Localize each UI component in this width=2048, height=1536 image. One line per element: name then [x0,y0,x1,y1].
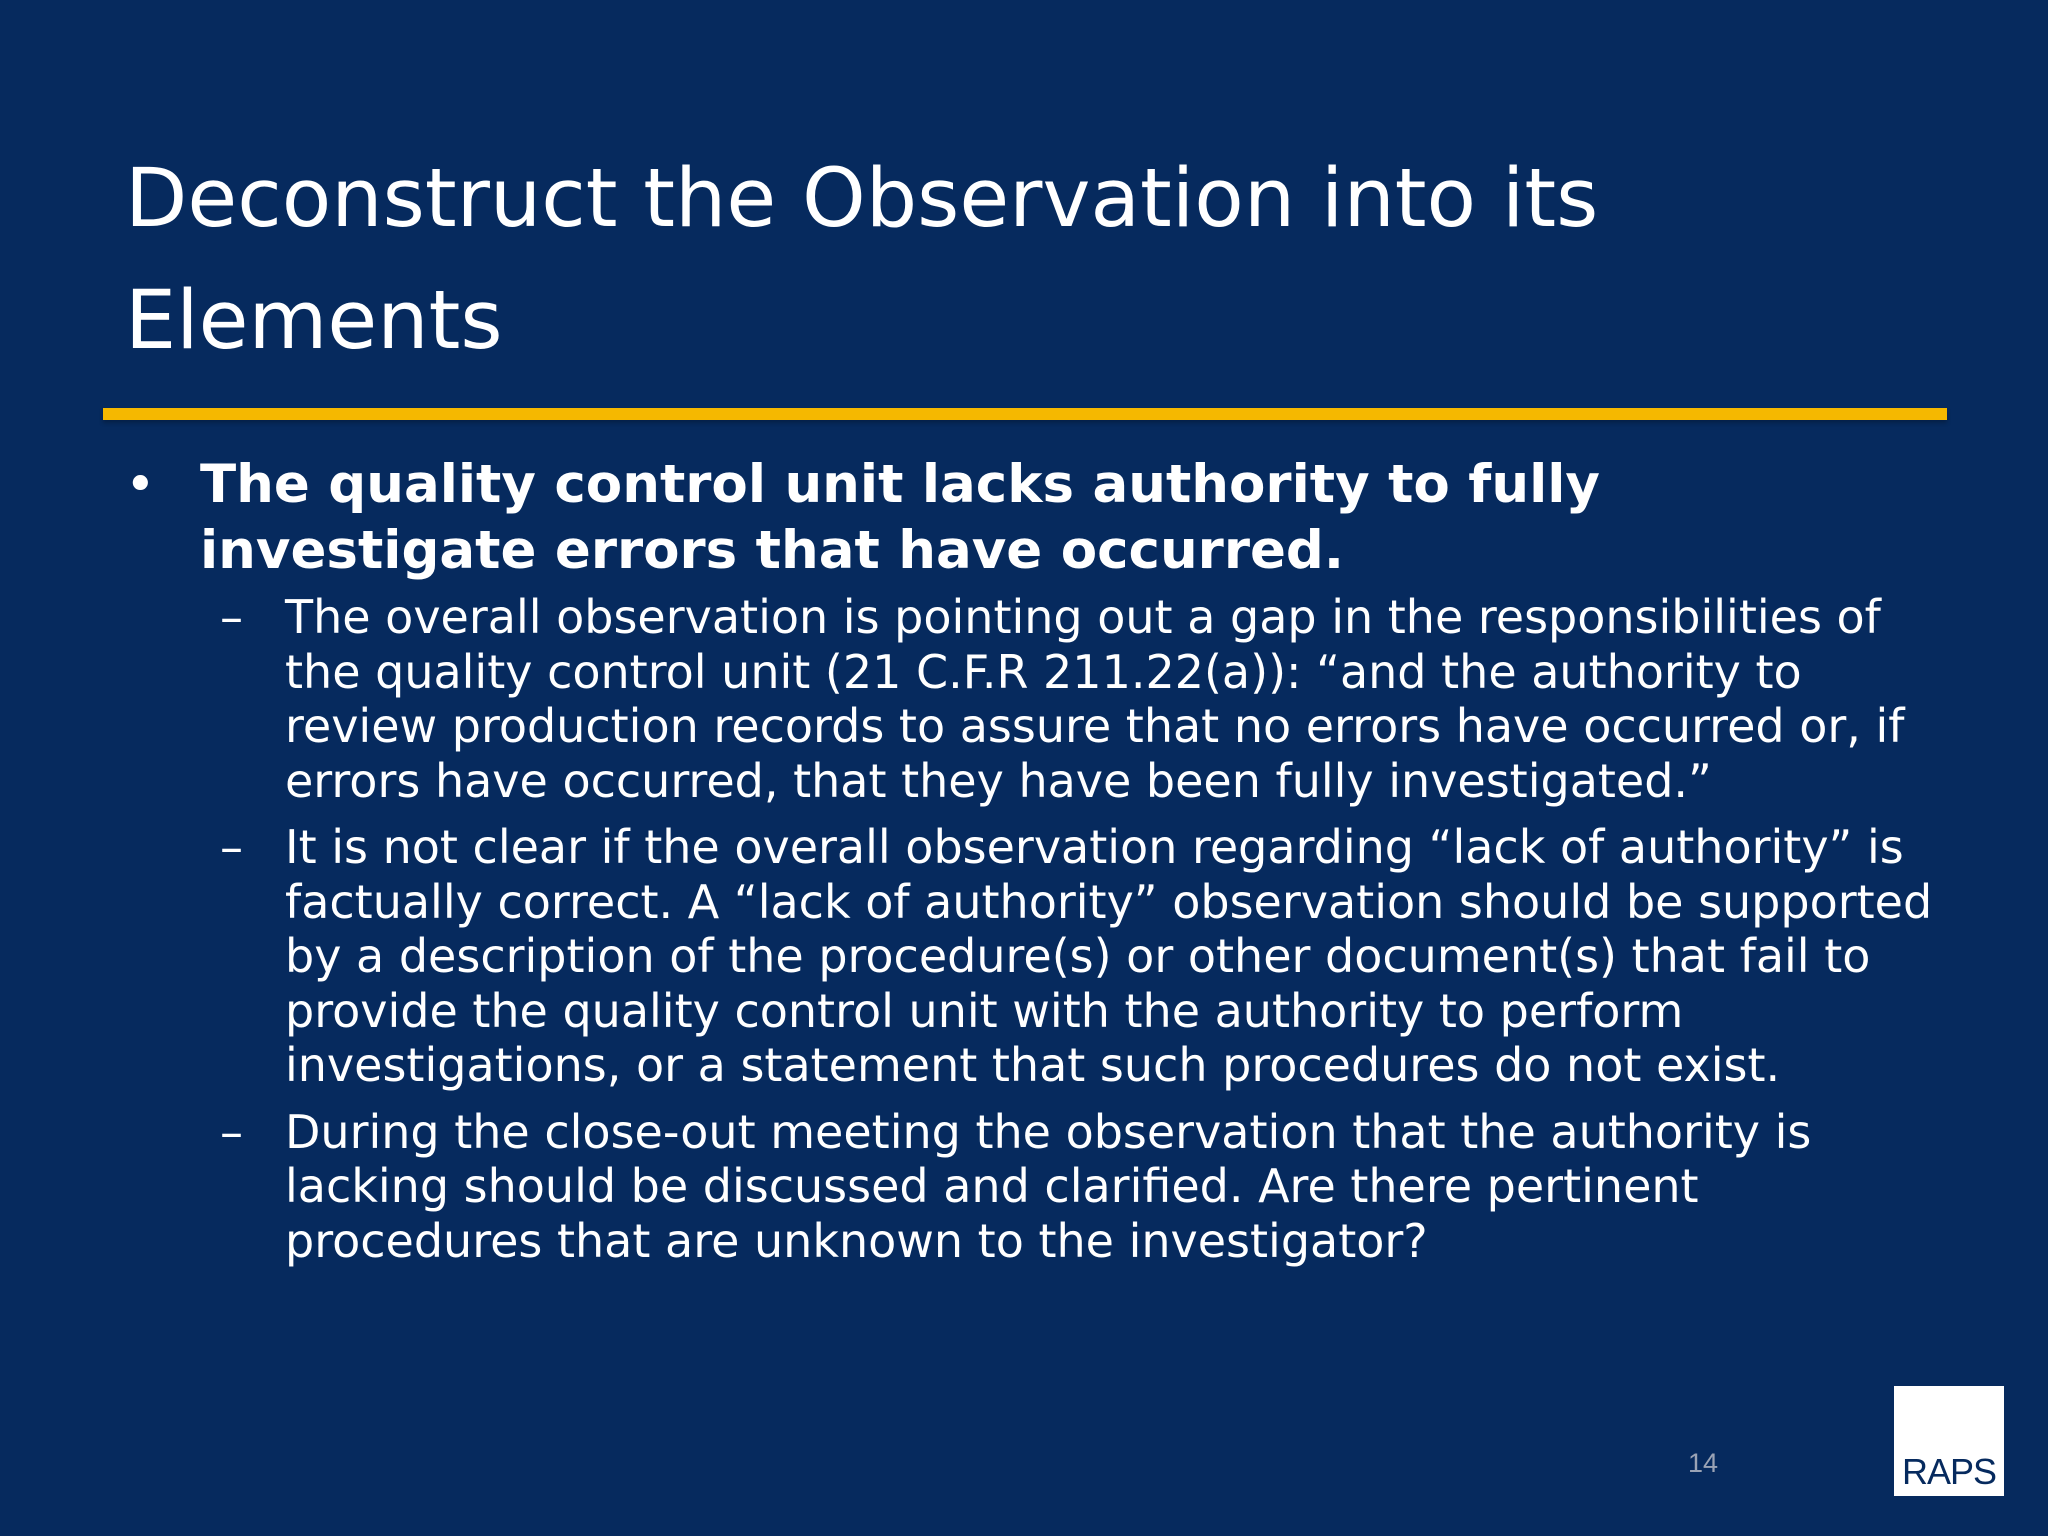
main-bullet [125,452,1945,584]
sub-bullet [220,590,1945,808]
title-divider [103,408,1947,420]
sub-bullet-text: The overall observation is pointing out a gap in the responsibilities of the quality control unit (21 C.F.R 211.22(a)): “and the authority to review production records to assure that no errors have occurred or, if errors have occurred, that they have been fully investigated.” [285,590,1905,808]
raps-logo [1894,1386,2004,1496]
sub-bullet-list [125,590,1945,1268]
dash-marker: – [220,1104,243,1159]
page-number: 14 [1688,1448,1719,1478]
sub-bullet-text: During the close-out meeting the observation that the authority is lacking should be discussed and clarified. Are there pertinent procedures that are unknown to the investigator? [285,1104,1812,1268]
sub-bullet-text: It is not clear if the overall observation regarding “lack of authority” is factually correct. A “lack of authority” observation should be supported by a description of the procedure(s) or other document(s) that fail to provide the quality control unit with the authority to perform investigations, or a statement that such procedures do not exist. [285,820,1933,1092]
sub-bullet [220,820,1945,1093]
dash-marker: – [220,820,243,874]
slide-body [125,452,1945,1280]
bullet-marker: • [125,455,156,515]
main-bullet-text: The quality control unit lacks authority to fully investigate errors that have occurred. [200,454,1600,581]
slide-title: Deconstruct the Observation into its Elements [125,152,1599,368]
logo-text: RAPS [1901,1451,1997,1492]
sub-bullet [220,1105,1945,1269]
dash-marker: – [220,590,243,644]
